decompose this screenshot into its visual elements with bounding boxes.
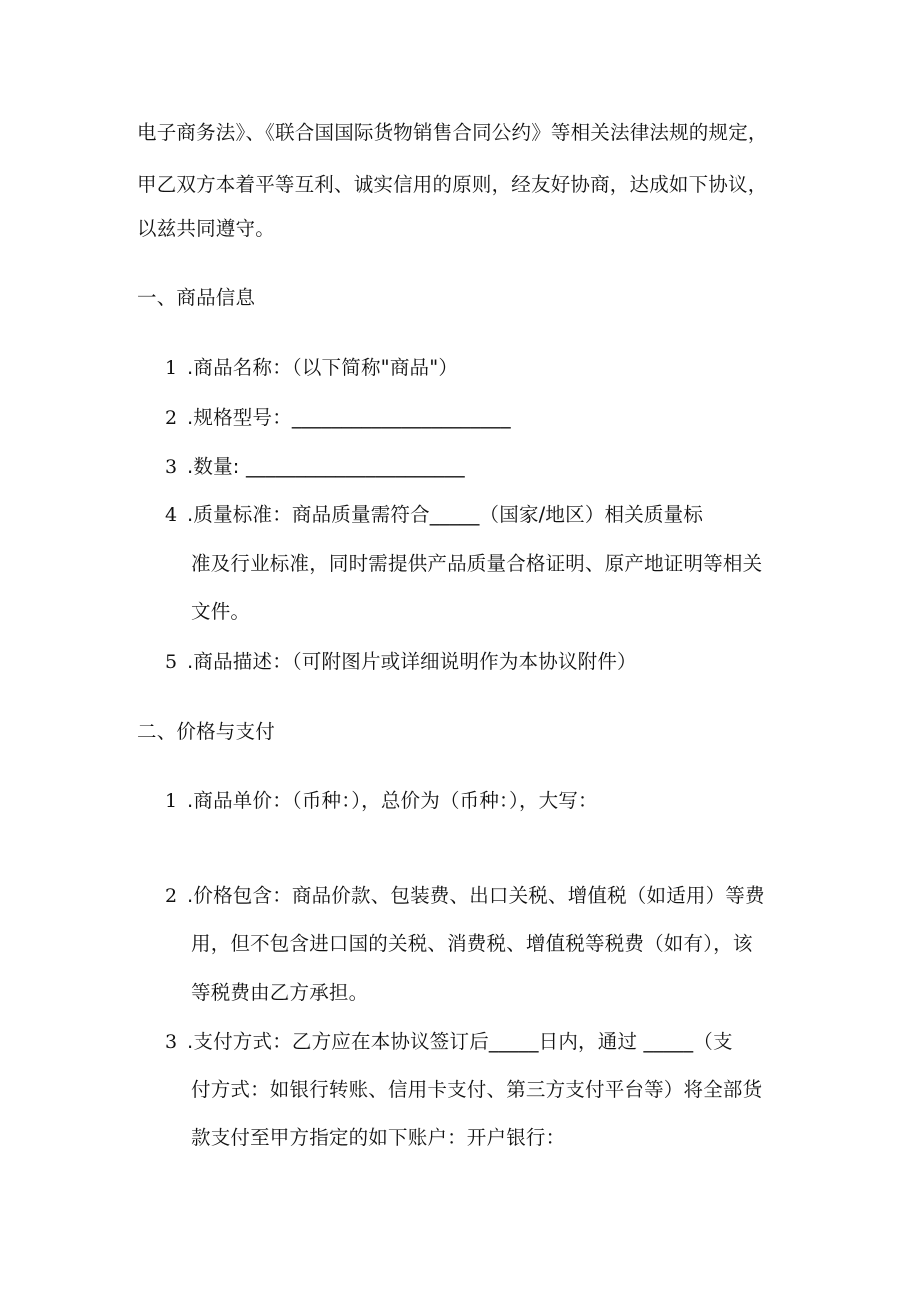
price-item-1 xyxy=(165,786,598,816)
goods-item-4 xyxy=(165,500,703,530)
goods-item-1 xyxy=(165,353,458,383)
price-item-2-line-3: 等税费由乙方承担。 xyxy=(191,981,369,1004)
item-text: .商品名称：（以下简称"商品"） xyxy=(187,356,459,379)
price-item-3 xyxy=(165,1027,733,1057)
item-text: .质量标准：商品质量需符合_____（国家/地区）相关质量标 xyxy=(187,503,704,526)
goods-item-4-line-3: 文件。 xyxy=(191,600,251,623)
item-number: 2 xyxy=(165,885,178,907)
goods-item-4-line-2: 准及行业标准，同时需提供产品质量合格证明、原产地证明等相关 xyxy=(191,552,763,575)
price-item-3-line-3: 款支付至甲方指定的如下账户：开户银行： xyxy=(191,1126,566,1149)
item-number: 1 xyxy=(165,357,178,379)
item-number: 2 xyxy=(165,407,178,429)
item-text: .数量: ______________________ xyxy=(187,455,465,478)
item-number: 4 xyxy=(165,504,178,526)
item-number: 5 xyxy=(165,651,178,673)
price-item-3-line-2: 付方式：如银行转账、信用卡支付、第三方支付平台等）将全部货 xyxy=(191,1078,763,1101)
section-heading-price-payment: 二、价格与支付 xyxy=(137,720,275,743)
item-text: .商品单价：（币种：），总价为（币种：），大写： xyxy=(187,789,598,812)
item-number: 1 xyxy=(165,790,178,812)
item-text: .规格型号：______________________ xyxy=(187,406,511,429)
item-text: .价格包含：商品价款、包装费、出口关税、增值税（如适用）等费 xyxy=(187,884,765,907)
item-number: 3 xyxy=(165,1031,178,1053)
price-item-2-line-2: 用，但不包含进口国的关税、消费税、增值税等税费（如有），该 xyxy=(191,932,753,955)
intro-line-2: 甲乙双方本着平等互利、诚实信用的原则，经友好协商，达成如下协议， xyxy=(137,173,768,196)
goods-item-5 xyxy=(165,647,637,677)
item-text: .支付方式：乙方应在本协议签订后_____日内，通过 _____（支 xyxy=(187,1030,733,1053)
section-heading-goods-info: 一、商品信息 xyxy=(137,286,256,309)
goods-item-3 xyxy=(165,452,465,482)
intro-line-1: 电子商务法》、《联合国国际货物销售合同公约》等相关法律法规的规定， xyxy=(137,121,768,144)
intro-line-3: 以兹共同遵守。 xyxy=(137,217,275,240)
item-number: 3 xyxy=(165,456,178,478)
item-text: .商品描述：（可附图片或详细说明作为本协议附件） xyxy=(187,650,637,673)
goods-item-2 xyxy=(165,403,511,433)
price-item-2 xyxy=(165,881,765,911)
